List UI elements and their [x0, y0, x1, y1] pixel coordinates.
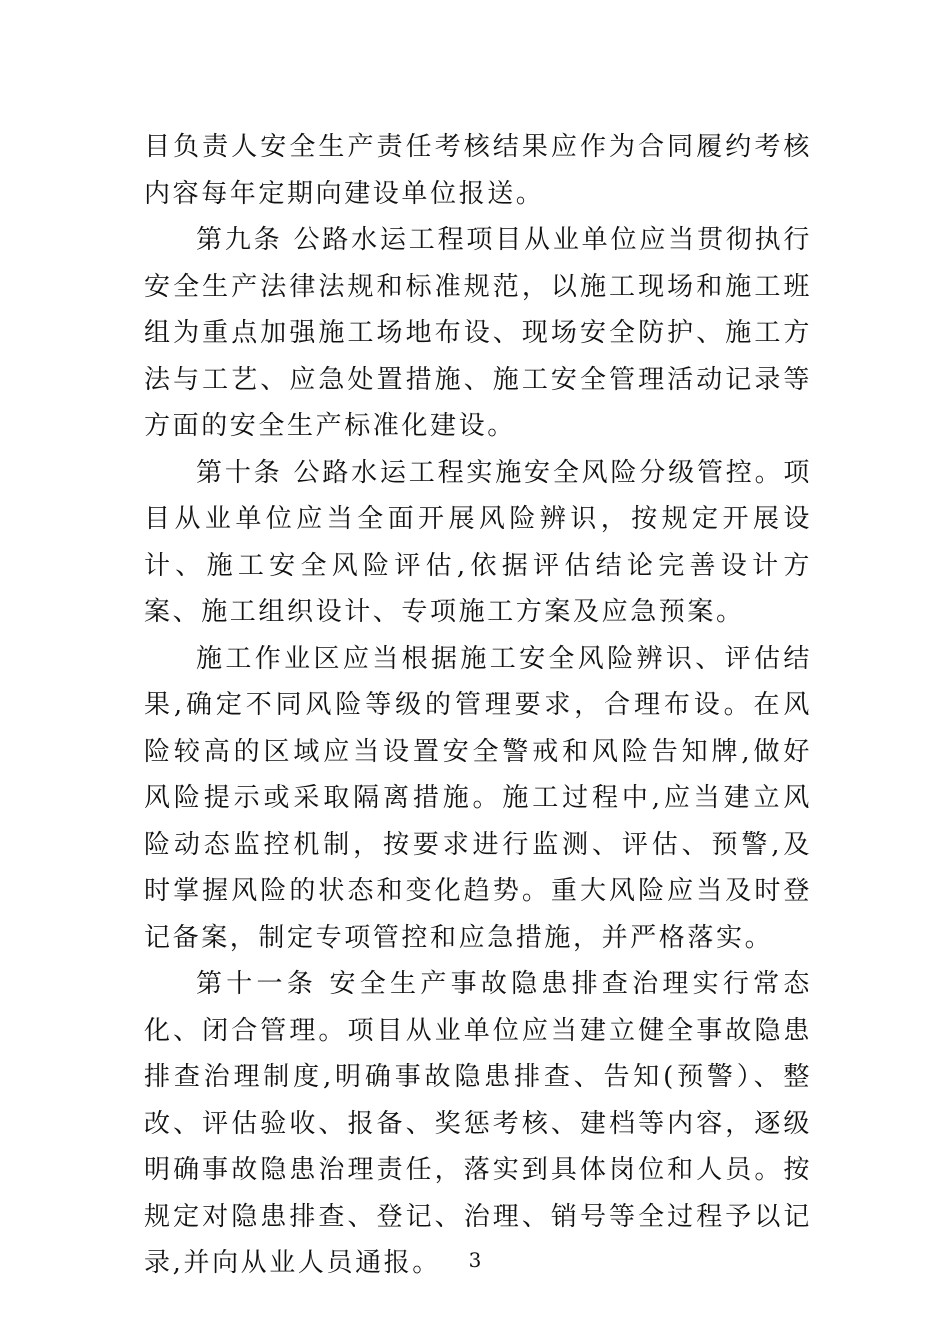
paragraph-article-9: 第九条 公路水运工程项目从业单位应当贯彻执行安全生产法律法规和标准规范，以施工现场和施工班组为重点加强施工场地布设、现场安全防护、施工方法与工艺、应急处置措施、施工安全管理活动记录等方面的安全生产标准化建设。	[144, 225, 812, 441]
paragraph-article-10: 第十条 公路水运工程实施安全风险分级管控。项目从业单位应当全面开展风险辨识，按规定开展设计、施工安全风险评估,依据评估结论完善设计方案、施工组织设计、专项施工方案及应急预案。	[144, 457, 812, 627]
paragraph-work-zone: 施工作业区应当根据施工安全风险辨识、评估结果,确定不同风险等级的管理要求，合理布设。在风险较高的区域应当设置安全警戒和风险告知牌,做好风险提示或采取隔离措施。施工过程中,应当建立风险动态监控机制，按要求进行监测、评估、预警,及时掌握风险的状态和变化趋势。重大风险应当及时登记备案，制定专项管控和应急措施，并严格落实。	[144, 643, 812, 953]
paragraph-continuation: 目负责人安全生产责任考核结果应作为合同履约考核内容每年定期向建设单位报送。	[144, 132, 812, 209]
paragraph-article-11: 第十一条 安全生产事故隐患排查治理实行常态化、闭合管理。项目从业单位应当建立健全事故隐患排查治理制度,明确事故隐患排查、告知(预警）、整改、评估验收、报备、奖惩考核、建档等内容，逐级明确事故隐患治理责任，落实到具体岗位和人员。按规定对隐患排查、登记、治理、销号等全过程予以记录,并向从业人员通报。	[144, 969, 812, 1278]
document-body	[144, 124, 812, 1287]
page-number: 3	[468, 1248, 482, 1272]
